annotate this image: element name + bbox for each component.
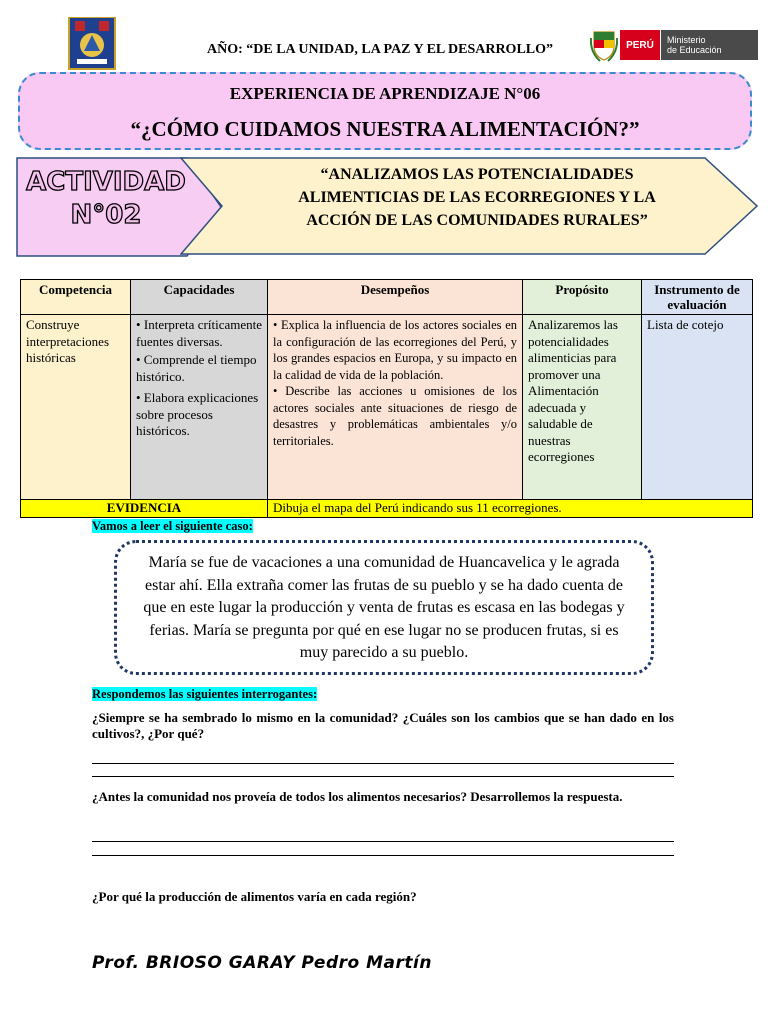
evidence-text: Dibuja el mapa del Perú indicando sus 11 ecorregiones. <box>268 500 753 518</box>
header-instrumento: Instrumento de evaluación <box>642 280 753 315</box>
desempeno-item: • Describe las acciones u omisiones de los actores sociales ante situaciones de riesgo de desastres y problemáticas ambientales y/o territoriales. <box>273 384 517 448</box>
table-row <box>21 315 753 500</box>
ministry-label-line2: de Educación <box>667 45 722 55</box>
activity-label-line1: ACTIVIDAD <box>26 167 186 197</box>
competency-table <box>20 279 753 518</box>
experience-title: EXPERIENCIA DE APRENDIZAJE N°06 <box>229 84 541 103</box>
question-1: ¿Siempre se ha sembrado lo mismo en la comunidad? ¿Cuáles son los cambios que se han dado en los cultivos?, ¿Por qué? <box>92 710 674 741</box>
peru-shield-icon <box>590 28 618 62</box>
header-capacidades: Capacidades <box>131 280 268 315</box>
ministry-label-line1: Ministerio <box>667 35 706 45</box>
case-box: María se fue de vacaciones a una comunidad de Huancavelica y le agrada estar ahí. Ella extraña comer las frutas de su pueblo y se ha dado cuenta de que en este lugar la producción y venta de frutas es escasa en las bodegas y ferias. María se pregunta por qué en ese lugar no se producen frutas, si es muy parecido a su pueblo. <box>114 540 654 675</box>
evidence-label: EVIDENCIA <box>21 500 268 518</box>
questions-heading <box>92 685 317 703</box>
cell-proposito: Analizaremos las potencialidades alimenticias para promover una Alimentación adecuada y saludable de nuestras ecorregiones <box>523 315 642 500</box>
header-competencia: Competencia <box>21 280 131 315</box>
questions-heading-text: Respondemos las siguientes interrogantes: <box>92 687 318 701</box>
experience-question: “¿CÓMO CUIDAMOS NUESTRA ALIMENTACIÓN?” <box>130 117 640 141</box>
answer-line[interactable] <box>92 855 674 856</box>
activity-label-line2: N°02 <box>70 200 142 230</box>
answer-line[interactable] <box>92 763 674 764</box>
capacidad-item: • Elabora explicaciones sobre procesos históricos. <box>136 390 259 438</box>
question-3: ¿Por qué la producción de alimentos varía en cada región? <box>92 889 417 904</box>
title-box <box>18 72 752 150</box>
year-motto: AÑO: “DE LA UNIDAD, LA PAZ Y EL DESARROLLO” <box>206 42 554 57</box>
header-desempenos: Desempeños <box>268 280 523 315</box>
activity-subtitle-line2: ALIMENTICIAS DE LAS ECORREGIONES Y LA <box>298 189 656 206</box>
cell-desempenos <box>268 315 523 500</box>
header-proposito: Propósito <box>523 280 642 315</box>
activity-subtitle <box>232 163 722 232</box>
table-header-row <box>21 280 753 315</box>
peru-label: PERÚ <box>620 30 660 60</box>
question-2: ¿Antes la comunidad nos proveía de todos los alimentos necesarios? Desarrollemos la respuesta. <box>92 789 623 804</box>
cell-instrumento: Lista de cotejo <box>642 315 753 500</box>
capacidad-item: • Comprende el tiempo histórico. <box>136 352 257 384</box>
activity-subtitle-line3: ACCIÓN DE LAS COMUNIDADES RURALES” <box>306 212 648 229</box>
teacher-signature: Prof. BRIOSO GARAY Pedro Martín <box>92 953 432 973</box>
ministry-label <box>661 30 758 60</box>
ministry-logo <box>590 28 758 62</box>
answer-line[interactable] <box>92 776 674 777</box>
answer-line[interactable] <box>92 841 674 842</box>
evidence-row <box>21 500 753 518</box>
school-logo <box>67 17 117 71</box>
activity-label <box>16 166 196 232</box>
case-heading-text: Vamos a leer el siguiente caso: <box>92 519 253 533</box>
desempeno-item: • Explica la influencia de los actores sociales en la configuración de las ecorregiones del Perú, y los grandes espacios en Europa, y su impacto en la calidad de vida de la población. <box>273 318 517 382</box>
cell-competencia: Construye interpretaciones históricas <box>21 315 131 500</box>
capacidad-item: • Interpreta críticamente fuentes diversas. <box>136 317 262 349</box>
case-heading <box>92 517 253 535</box>
cell-capacidades <box>131 315 268 500</box>
activity-subtitle-line1: “ANALIZAMOS LAS POTENCIALIDADES <box>320 166 634 183</box>
